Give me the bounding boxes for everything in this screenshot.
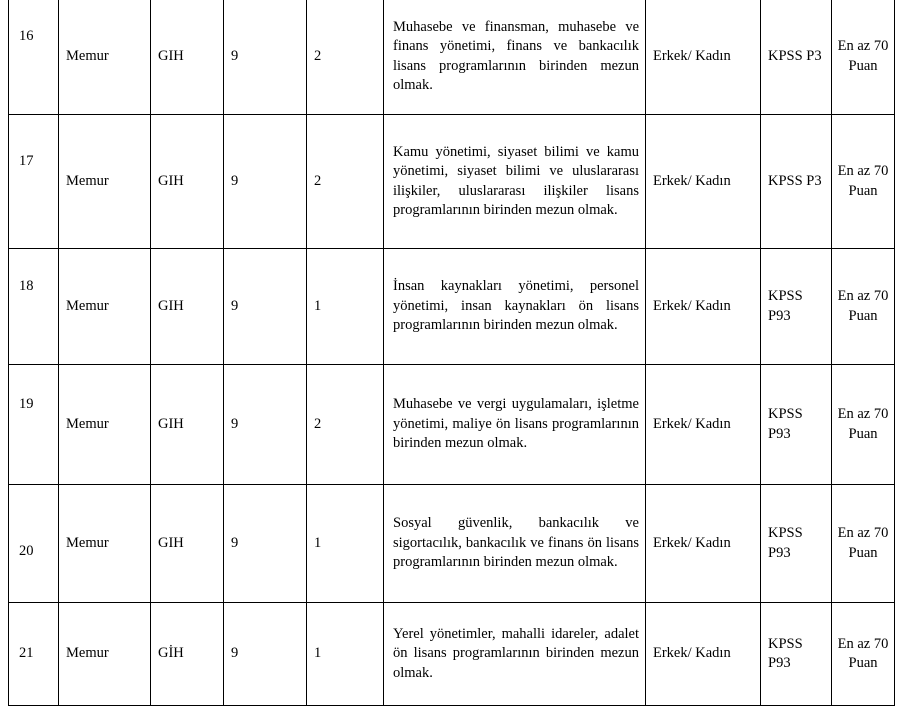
grade: 9 [224, 249, 307, 365]
row-number-text: 19 [19, 395, 34, 412]
gender: Erkek/ Kadın [646, 603, 761, 706]
min-score: En az 70 Puan [832, 365, 895, 485]
table-row [9, 485, 895, 603]
grade: 9 [224, 603, 307, 706]
service-class: GIH [151, 485, 224, 603]
table-row [9, 365, 895, 485]
position-count: 1 [307, 485, 384, 603]
gender: Erkek/ Kadın [646, 365, 761, 485]
requirement: Yerel yönetimler, mahalli idareler, adalet ön lisans programlarının birinden mezun olmak. [384, 603, 646, 706]
grade: 9 [224, 115, 307, 249]
gender: Erkek/ Kadın [646, 0, 761, 115]
gender: Erkek/ Kadın [646, 115, 761, 249]
grade: 9 [224, 485, 307, 603]
position-count: 2 [307, 365, 384, 485]
requirement: Kamu yönetimi, siyaset bilimi ve kamu yönetimi, siyaset bilimi ve uluslararası ilişkiler, uluslararası ilişkiler lisans programlarının birinden mezun olmak. [384, 115, 646, 249]
table-row [9, 249, 895, 365]
grade: 9 [224, 365, 307, 485]
row-number [9, 365, 59, 485]
position-count: 1 [307, 603, 384, 706]
requirement: Muhasebe ve finansman, muhasebe ve finans yönetimi, finans ve bankacılık lisans programlarının birinden mezun olmak. [384, 0, 646, 115]
exam-type: KPSS P93 [761, 485, 832, 603]
table-row [9, 115, 895, 249]
service-class: GİH [151, 603, 224, 706]
row-number [9, 249, 59, 365]
row-number-text: 17 [19, 152, 34, 169]
service-class: GIH [151, 249, 224, 365]
position-title: Memur [59, 485, 151, 603]
min-score: En az 70 Puan [832, 115, 895, 249]
service-class: GIH [151, 115, 224, 249]
position-title: Memur [59, 115, 151, 249]
position-count: 2 [307, 115, 384, 249]
positions-table [8, 0, 895, 706]
service-class: GIH [151, 0, 224, 115]
row-number-text: 20 [19, 542, 34, 559]
requirement: Sosyal güvenlik, bankacılık ve sigortacılık, bankacılık ve finans ön lisans programlarının birinden mezun olmak. [384, 485, 646, 603]
row-number-text: 18 [19, 277, 34, 294]
gender: Erkek/ Kadın [646, 485, 761, 603]
position-count: 1 [307, 249, 384, 365]
exam-type: KPSS P3 [761, 115, 832, 249]
requirement: Muhasebe ve vergi uygulamaları, işletme yönetimi, maliye ön lisans programlarının birinden mezun olmak. [384, 365, 646, 485]
position-title: Memur [59, 0, 151, 115]
row-number [9, 485, 59, 603]
min-score: En az 70 Puan [832, 485, 895, 603]
position-count: 2 [307, 0, 384, 115]
position-title: Memur [59, 365, 151, 485]
min-score: En az 70 Puan [832, 249, 895, 365]
exam-type: KPSS P3 [761, 0, 832, 115]
grade: 9 [224, 0, 307, 115]
row-number-text: 16 [19, 27, 34, 44]
row-number-text: 21 [19, 645, 34, 662]
position-title: Memur [59, 249, 151, 365]
table-body [9, 0, 895, 706]
row-number [9, 0, 59, 115]
exam-type: KPSS P93 [761, 365, 832, 485]
row-number [9, 603, 59, 706]
position-title: Memur [59, 603, 151, 706]
service-class: GIH [151, 365, 224, 485]
min-score: En az 70 Puan [832, 0, 895, 115]
table-row [9, 603, 895, 706]
min-score: En az 70 Puan [832, 603, 895, 706]
gender: Erkek/ Kadın [646, 249, 761, 365]
requirement: İnsan kaynakları yönetimi, personel yönetimi, insan kaynakları ön lisans programlarının birinden mezun olmak. [384, 249, 646, 365]
row-number [9, 115, 59, 249]
exam-type: KPSS P93 [761, 249, 832, 365]
exam-type: KPSS P93 [761, 603, 832, 706]
table-row [9, 0, 895, 115]
